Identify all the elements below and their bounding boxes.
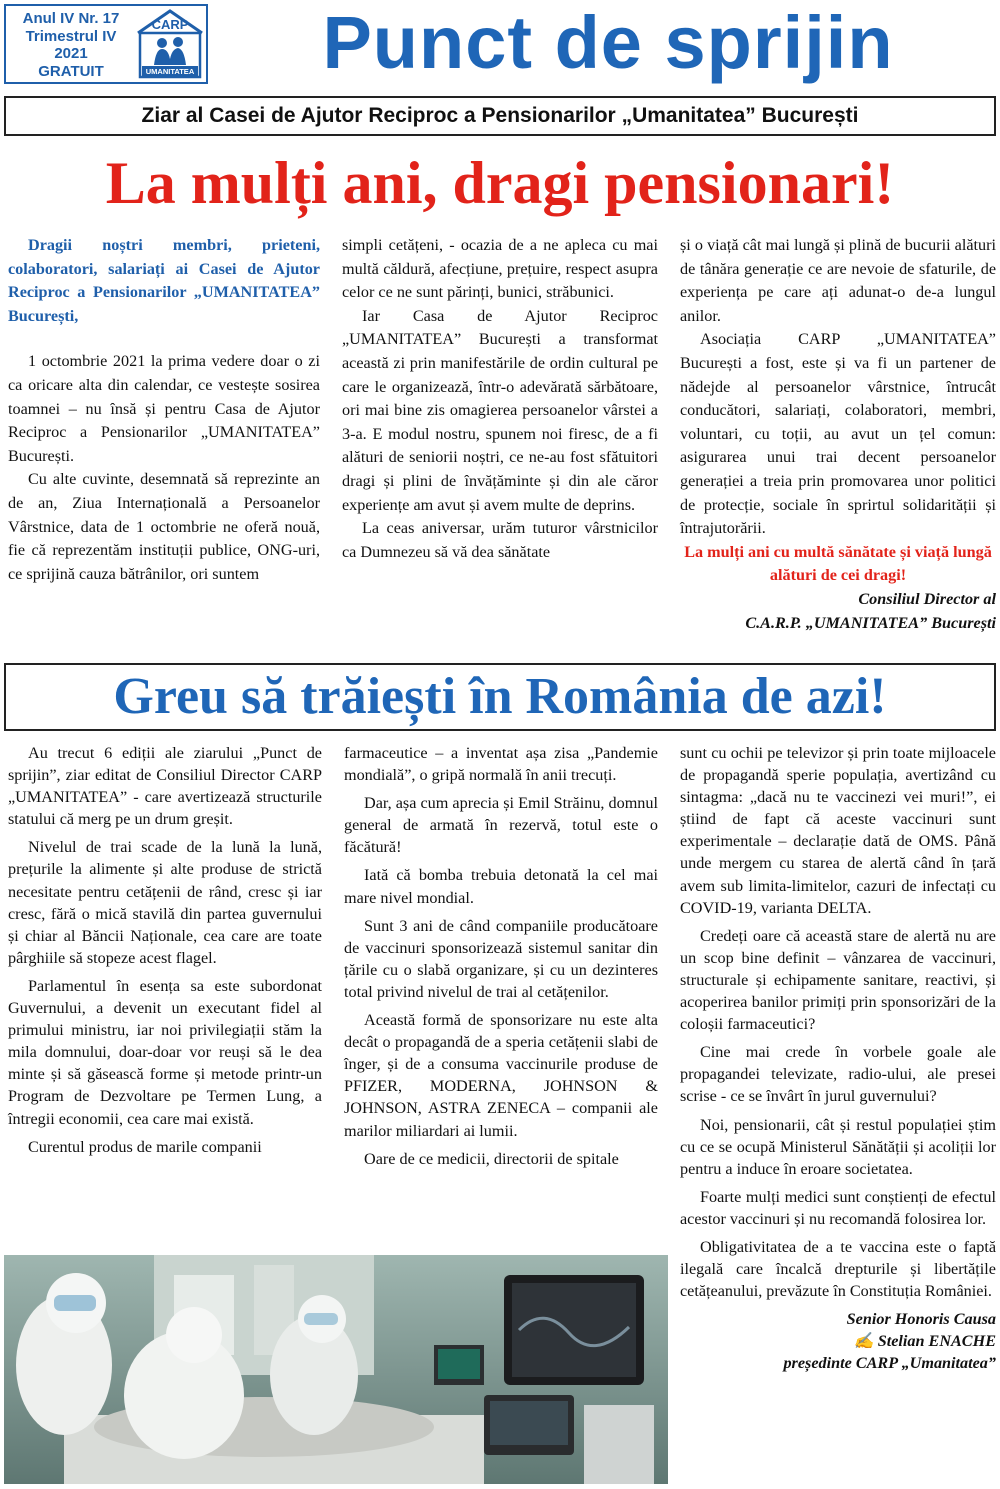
article2-paragraph: Credeți oare că această stare de alertă nu are un scop bine definit – vânzarea de vaccinuri, structurale și echipamente sanitare, reactivi, și acoperirea banilor primiți prin sponsorizări de la coloșii farmaceutici? [680, 926, 996, 1034]
article1-signature-line1: Consiliul Director al [858, 589, 996, 608]
article2-paragraph: Iată că bomba trebuia detonată la cel mai mare nivel mondial. [344, 866, 658, 907]
article1-paragraph: Iar Casa de Ajutor Reciproc „UMANITATEA” București a transformat această zi prin manifestările de ordin cultural pe care le organizează, într-o adevărată sărbătoare, ori mai bine zis omagierea persoanelor vârstei a 3-a. E modul nostru, spunem noi firesc, de a fi alături de seniorii noștri, ce ne-au fost sfătuitori dragi și plini de învățăminte și din ale căror experiențe am avut și avem multe de deprins. [342, 306, 658, 514]
issue-number: Anul IV Nr. 17 [22, 10, 120, 27]
article1-wish: La mulți ani cu multă sănătate și viață lungă alături de cei dragi! [684, 542, 992, 585]
article1-paragraph: și o viață cât mai lungă și plină de bucurii alături de tânăra generație ce are nevoie de sfaturile, de experiența pe care ați adunat-o de-a lungul anilor. [680, 236, 996, 325]
issue-year: 2021 [54, 45, 88, 62]
article2-paragraph: Nivelul de trai scade de la lună la lună, prețurile la alimente și alte produse de strictă necesitate pentru cetățenii de rând, cresc și iar cresc, fără o mică stavilă din partea guvernului și chiar al Băncii Naționale, cea care are toate pârghiile să stopeze acest flagel. [8, 838, 322, 967]
article2-paragraph: Cine mai crede în vorbele goale ale propagandei televizate, radio-ului, ale presei scrise - ce se învârt în jurul guvernului? [680, 1043, 996, 1106]
article2-paragraph: Această formă de sponsorizare nu este alta decât o propagandă de a speria cetățenii slabi de înger, și de a consuma vaccinurile produse de PFIZER, MODERNA, JOHNSON & JOHNSON, ASTRA ZENECA – companii ale marilor miliardari ai lumii. [344, 1011, 658, 1140]
article2-column-3 [680, 742, 996, 1375]
issue-quarter: Trimestrul IV [25, 27, 117, 45]
article1-lead: Dragii noștri membri, prieteni, colaboratori, salariați ai Casei de Ajutor Reciproc a Pensionarilor „UMANITATEA” București, [8, 236, 320, 325]
newspaper-subtitle: Ziar al Casei de Ajutor Reciproc a Pensionarilor „Umanitatea” București [4, 96, 996, 136]
article2-paragraph: sunt cu ochii pe televizor și prin toate mijloacele de propagandă sperie populația, avertizând cu sintagma: „dacă nu te vaccinezi vei muri!”, ei știind de fapt că aceste vaccinuri sunt experimentale – declarație dată de OMS. Până unde mergem cu starea de alertă când în țară avem sub limita-limitelor, cazuri de infectați cu COVID-19, varianta DELTA. [680, 744, 996, 917]
masthead-title: Punct de sprijin [322, 1, 894, 84]
article2-column-2 [344, 742, 658, 1176]
logo-bottom-text: UMANITATEA [145, 67, 195, 76]
issue-info [12, 10, 130, 80]
article1-column-2 [342, 234, 658, 564]
issue-price: GRATUIT [38, 62, 104, 80]
article2-paragraph: Obligativitatea de a te vaccina este o faptă ilegală care încalcă drepturile și libertățile cetățeanului, prevăzute în Constituția României. [680, 1237, 996, 1301]
article2-signature-line3: președinte CARP „Umanitatea” [783, 1354, 996, 1373]
article2-signature-line1: Senior Honoris Causa [846, 1310, 996, 1329]
article1-paragraph: La ceas aniversar, urăm tuturor vârstnicilor ca Dumnezeu să vă dea sănătate [342, 519, 658, 561]
article2-paragraph: Oare de ce medicii, directorii de spitale [364, 1149, 619, 1168]
article1-column-3 [680, 234, 996, 635]
article1-column-1 [8, 234, 320, 586]
article1-signature-line2: C.A.R.P. „UMANITATEA” București [745, 613, 996, 632]
article2-paragraph: Foarte mulți medici sunt conștienți de efectul acestor vaccinuri și nu recomandă folosirea lor. [680, 1187, 996, 1228]
logo-top-text: CARP [151, 17, 189, 32]
article2-headline: Greu să trăiești în România de azi! [4, 663, 996, 731]
icu-photo [4, 1255, 668, 1484]
article1-paragraph: 1 octombrie 2021 la prima vedere doar o zi ca oricare alta din calendar, ce vestește sosirea toamnei – nu însă și pentru Casa de Ajutor Reciproc a Pensionarilor „UMANITATEA” București. [8, 352, 320, 465]
article2-paragraph: Curentul produs de marile companii [28, 1137, 262, 1156]
article1-paragraph: simpli cetățeni, - ocazia de a ne apleca cu mai multă căldură, afecțiune, prețuire, respect asupra celor ce ne sunt părinți, bunici, străbunici. [342, 236, 658, 302]
carp-logo [134, 9, 206, 81]
article2-column-1 [8, 742, 322, 1164]
article1-paragraph: Cu alte cuvinte, desemnată să reprezinte an de an, Ziua Internațională a Persoanelor Vârstnice, data de 1 octombrie ne oferă nouă, fie că reprezentăm instituții publice, ONG-uri, ce sprijină cauza bătrânilor, ori suntem [8, 470, 320, 583]
article2-paragraph: Noi, pensionarii, cât și restul populației știm cu ce se ocupă Ministerul Sănătății și acoliții lor pentru a induce în eroare societatea. [680, 1115, 996, 1178]
issue-box [4, 4, 208, 84]
article2-paragraph: farmaceutice – a inventat așa zisa „Pandemie mondială”, o gripă normală în anii trecuți. [344, 744, 658, 785]
article2-paragraph: Au trecut 6 ediții ale ziarului „Punct de sprijin”, ziar editat de Consiliul Director CARP „UMANITATEA” - care avertizează structurile statului că merg pe un drum greșit. [8, 744, 322, 829]
author-name: Stelian ENACHE [877, 1332, 996, 1351]
article2-signature-line2 [680, 1330, 996, 1352]
article1-headline: La mulți ani, dragi pensionari! [105, 150, 895, 216]
article2-paragraph: Sunt 3 ani de când companiile producătoare de vaccinuri sponsorizează sistemul sanitar din țările cu o slabă organizare, și cu un dezinteres total privind nivelul de trai al cetățenilor. [344, 916, 658, 1001]
article1-paragraph: Asociația CARP „UMANITATEA” București a fost, este și va fi un partener de nădejde al persoanelor vârstnice, întrucât conducători, salariați, colaboratori, membri, voluntari, cu toții, au avut un țel comun: asigurarea unui trai decent persoanelor generației a treia prin promovarea unor politici de protecție, sociale în sprirtul solidarității și întrajutorării. [680, 330, 996, 538]
article2-paragraph: Dar, așa cum aprecia și Emil Străinu, domnul general de armată în rezervă, totul este o făcătură! [344, 794, 658, 857]
article2-paragraph: Parlamentul în esența sa este subordonat Guvernului, a devenit un executant fidel al primului ministru, iar noi privilegiații stăm la mila domnului, doar-doar vor reuși să le dea minte și să găsească forme și metode printr-un Program de Dezvoltare pe Termen Lung, a întregii economii, cea care mai există. [8, 976, 322, 1128]
writing-hand-icon: ✍ [853, 1332, 874, 1351]
